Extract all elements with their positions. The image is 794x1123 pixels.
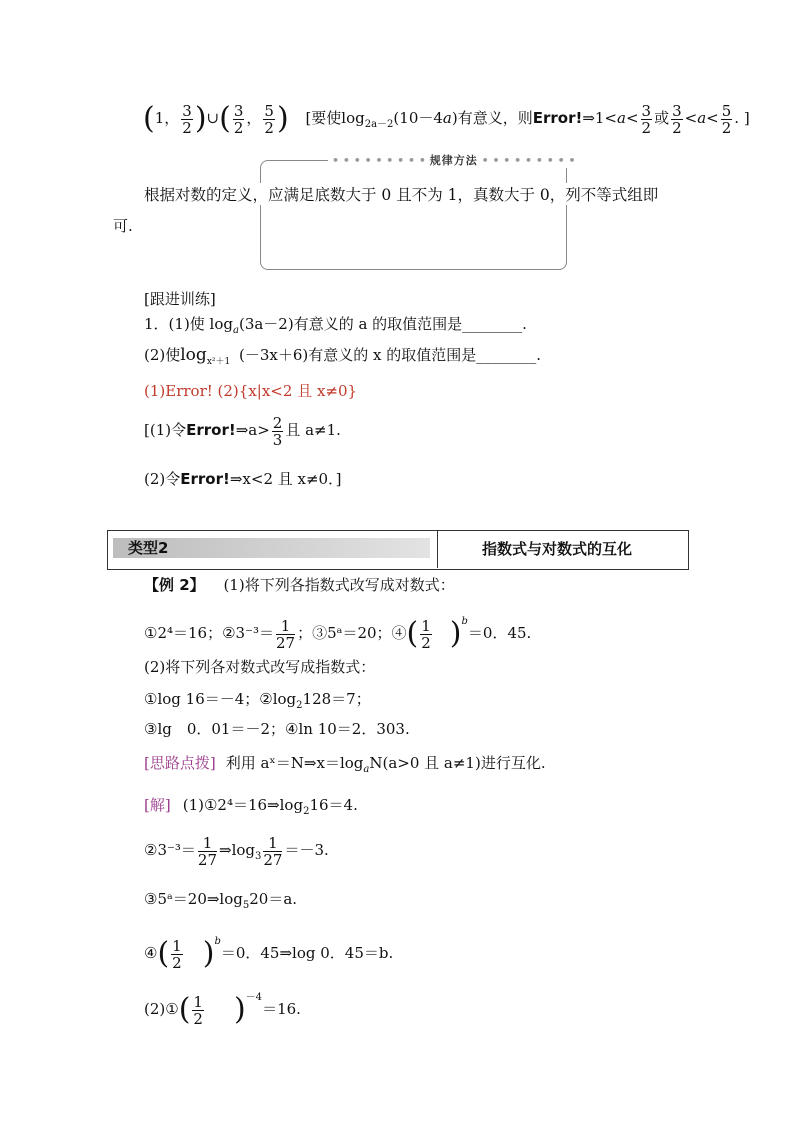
type-header-right: 指数式与对数式的互化: [482, 540, 633, 558]
type-header-left: 类型2: [128, 539, 169, 557]
solution-line1: [解] $(1)①2^4=16\Rightarrow\log_216=4$.: [144, 796, 358, 817]
solution-line4: ④( $\frac{1}{2}$ )$^b$＝0．45⇒log 0．45＝b.: [144, 936, 394, 972]
method-box-label: • • • • • • • • • 规律方法 • • • • • • • • •: [328, 152, 580, 168]
solution-line3: $③5ᵃ=20\Rightarrow\log_520=a$.: [144, 890, 298, 911]
example-title-line: 【例 2】 (1)将下列各指数式改写成对数式：: [144, 576, 455, 594]
training-heading: [跟进训练]: [144, 290, 216, 308]
example-part2: (2)将下列各对数式改写成指数式：: [144, 658, 376, 676]
hint-line: [思路点拨] 利用 $aˣ=N\Rightarrow x=\log_aN(a>0$ 且 a≠1)进行互化.: [144, 754, 546, 775]
example-line1: ①2⁴＝16；②3⁻³＝ $\frac{1}{27}$ ；③5ᵃ＝20；④( $\frac{1}{2}$ )$^b$＝0．45.: [144, 616, 532, 652]
training-solution-2: (2)令Error!⇒x<2 且 x≠0．]: [144, 470, 342, 488]
method-box-frame: [260, 160, 567, 270]
training-solution-1: [(1)令Error!⇒a> $\frac{2}{3}$ 且 a≠1.: [144, 413, 341, 449]
method-text-line1: 根据对数的定义，应满足底数大于 0 且不为 1，真数大于 0，列不等式组即: [144, 183, 658, 205]
solution-line5: (2)①( $\frac{1}{2}$ )$^{-4}$＝16.: [144, 992, 301, 1028]
training-answers: (1)Error! (2){x|x<2 且 x≠0}: [144, 382, 358, 400]
method-text-line2: 可.: [113, 217, 133, 235]
example-line2: ①log 16＝－4；$②\log_2128=7$；: [144, 690, 371, 711]
training-q2: (2)使$\log_{x^2+1} (-3x+6)$有意义的 x 的取值范围是________.: [144, 345, 542, 367]
interval-answer-line: (1， $\frac{3}{2}$ )∪( $\frac{3}{2}$ ， $\frac{5}{2}$ ) [要使$\log_{2a-2}(10-4a)$有意义，则Error!⇒1<a< $\frac{3}{2}$ 或 $\frac{3}{2}$ <a< $\frac{5}{2}$ . ]: [143, 101, 750, 137]
solution-line2: ②3⁻³＝ $\frac{1}{27}$ $\Rightarrow\log_3$ $\frac{1}{27}$ ＝－3.: [144, 833, 329, 869]
type-header-divider: [437, 530, 438, 568]
example-line3: ③lg 0．01＝－2；④ln 10＝2．303.: [144, 720, 410, 738]
training-q1: 1．(1)使 $\log_a(3a-2)$有意义的 a 的取值范围是________.: [144, 315, 527, 336]
